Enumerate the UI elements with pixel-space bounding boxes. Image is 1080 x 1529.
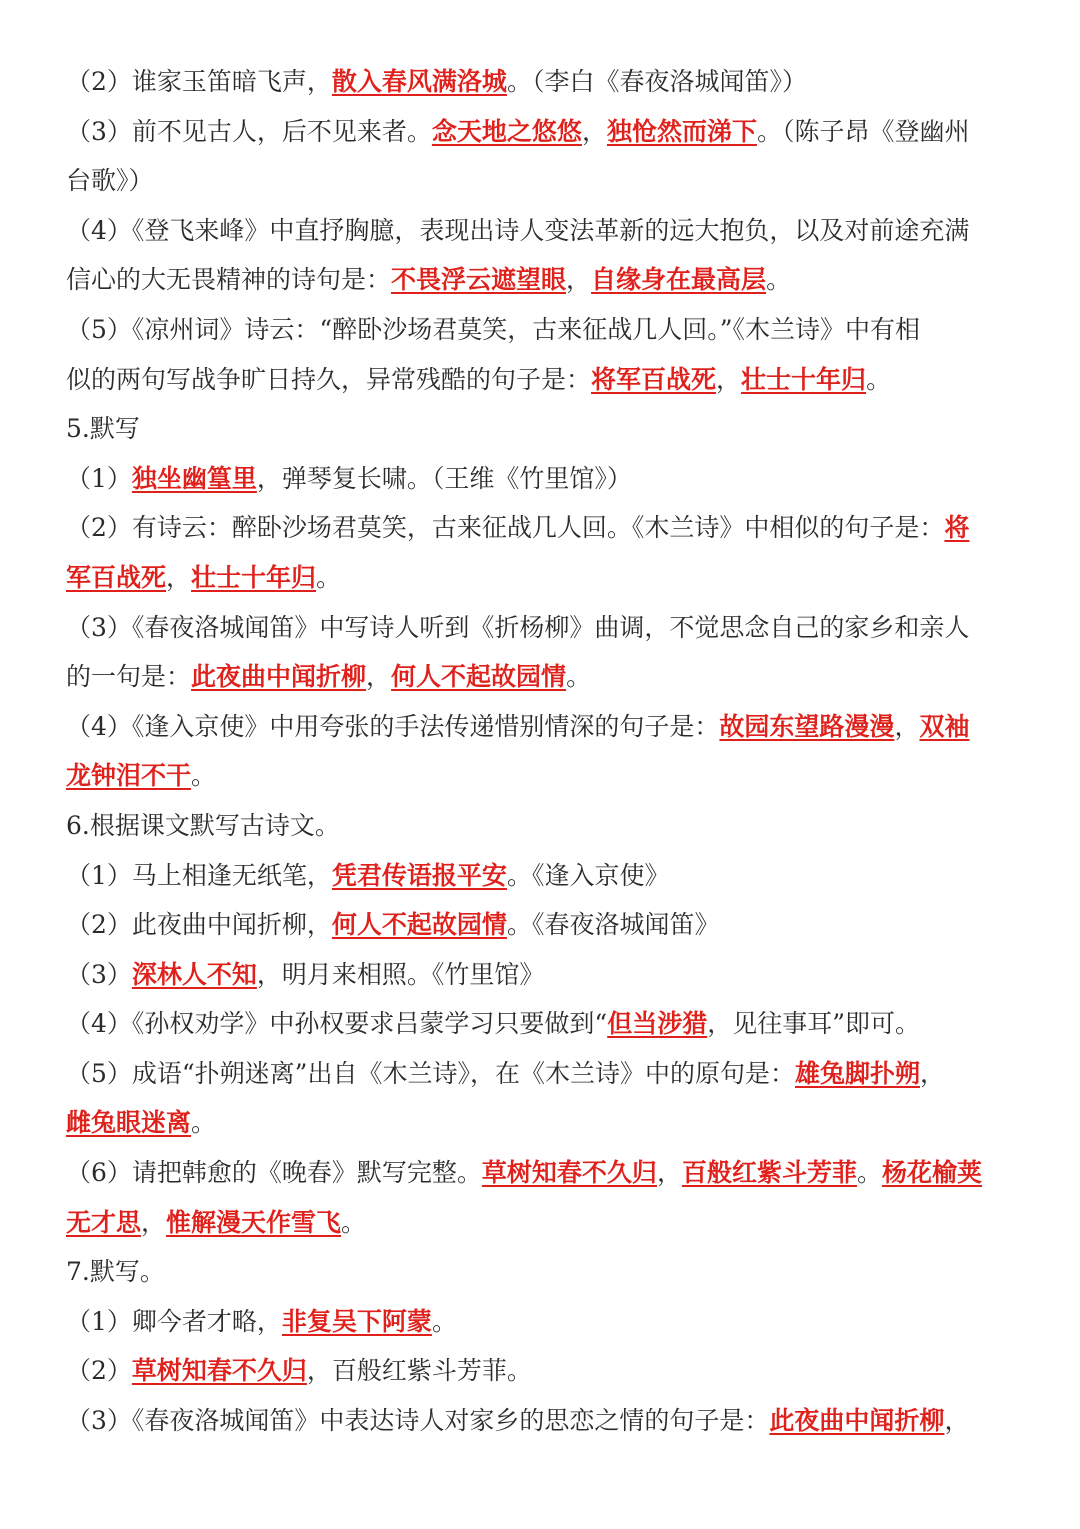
question-text: 。《春夜洛城闻笛》 bbox=[506, 910, 720, 940]
question-text: （1） bbox=[66, 463, 132, 493]
question-text: （3）《春夜洛城闻笛》中表达诗人对家乡的思恋之情的句子是： bbox=[66, 1406, 770, 1436]
text-line bbox=[66, 156, 1010, 206]
answer-text: 此夜曲中闻折柳 bbox=[191, 662, 367, 692]
text-line bbox=[66, 1049, 1010, 1099]
text-line bbox=[66, 553, 1010, 603]
text-line bbox=[66, 652, 1010, 702]
question-text: ， bbox=[366, 662, 392, 692]
question-text: 5.默写 bbox=[66, 414, 140, 444]
answer-text: 独坐幽篁里 bbox=[131, 463, 257, 493]
answer-text: 此夜曲中闻折柳 bbox=[769, 1406, 945, 1436]
answer-text: 军百战死 bbox=[66, 562, 167, 592]
question-text: （1）卿今者才略， bbox=[66, 1306, 282, 1336]
document-body bbox=[66, 57, 1010, 1446]
question-text: （2） bbox=[66, 1356, 132, 1386]
question-text: （3） bbox=[66, 959, 132, 989]
question-text: 似的两句写战争旷日持久，异常残酷的句子是： bbox=[66, 364, 592, 394]
question-text: 7.默写。 bbox=[66, 1257, 165, 1287]
question-text: ， bbox=[141, 1207, 167, 1237]
answer-text: 将 bbox=[944, 513, 970, 543]
text-line bbox=[66, 1247, 1010, 1297]
answer-text: 凭君传语报平安 bbox=[331, 860, 507, 890]
answer-text: 何人不起故园情 bbox=[391, 662, 567, 692]
answer-text: 散入春风满洛城 bbox=[331, 67, 507, 96]
question-text: ， bbox=[716, 364, 742, 394]
question-text: （2）此夜曲中闻折柳， bbox=[66, 910, 332, 940]
question-text: 。（李白《春夜洛城闻笛》） bbox=[506, 67, 807, 96]
question-text: 。 bbox=[191, 761, 217, 791]
text-line bbox=[66, 305, 1010, 355]
text-line bbox=[66, 950, 1010, 1000]
question-text: （2）有诗云：醉卧沙场君莫笑，古来征战几人回。《木兰诗》中相似的句子是： bbox=[66, 513, 945, 543]
text-line bbox=[66, 1396, 1010, 1446]
question-text: 。 bbox=[566, 662, 592, 692]
answer-text: 百般红紫斗芳菲 bbox=[681, 1158, 857, 1188]
question-text: （3）前不见古人，后不见来者。 bbox=[66, 116, 432, 146]
answer-text: 但当涉猎 bbox=[607, 1009, 708, 1039]
question-text: ， bbox=[566, 265, 592, 295]
answer-text: 无才思 bbox=[66, 1207, 142, 1237]
question-text: （4）《逢入京使》中用夸张的手法传递惜别情深的句子是： bbox=[66, 711, 720, 741]
text-line bbox=[66, 1346, 1010, 1396]
question-text: 。 bbox=[341, 1207, 367, 1237]
question-text: （4）《登飞来峰》中直抒胸臆，表现出诗人变法革新的远大抱负，以及对前途充满 bbox=[66, 215, 970, 245]
question-text: ， bbox=[944, 1406, 970, 1436]
text-line bbox=[66, 1148, 1010, 1198]
text-line bbox=[66, 801, 1010, 851]
question-text: （5）成语“扑朔迷离”出自《木兰诗》，在《木兰诗》中的原句是： bbox=[66, 1058, 795, 1088]
question-text: （1）马上相逢无纸笔， bbox=[66, 860, 332, 890]
question-text: ，见往事耳”即可。 bbox=[707, 1009, 921, 1039]
text-line bbox=[66, 57, 1010, 107]
question-text: ，百般红紫斗芳菲。 bbox=[306, 1356, 532, 1386]
text-line bbox=[66, 1297, 1010, 1347]
question-text: ，弹琴复长啸。（王维《竹里馆》） bbox=[256, 463, 632, 493]
question-text: 。 bbox=[431, 1306, 457, 1336]
answer-text: 将军百战死 bbox=[591, 364, 717, 394]
question-text: （3）《春夜洛城闻笛》中写诗人听到《折杨柳》曲调，不觉思念自己的家乡和亲人 bbox=[66, 612, 970, 642]
question-text: （2）谁家玉笛暗飞声， bbox=[66, 67, 332, 96]
question-text: （4）《孙权劝学》中孙权要求吕蒙学习只要做到“ bbox=[66, 1009, 608, 1039]
answer-text: 深林人不知 bbox=[131, 959, 257, 989]
text-line bbox=[66, 503, 1010, 553]
question-text: 信心的大无畏精神的诗句是： bbox=[66, 265, 392, 295]
question-text: （5）《凉州词》诗云：“醉卧沙场君莫笑，古来征战几人回。”《木兰诗》中有相 bbox=[66, 314, 920, 344]
question-text: ， bbox=[581, 116, 607, 146]
question-text: ，明月来相照。《竹里馆》 bbox=[256, 959, 545, 989]
answer-text: 惟解漫天作雪飞 bbox=[166, 1207, 342, 1237]
answer-text: 双袖 bbox=[919, 711, 970, 741]
answer-text: 壮士十年归 bbox=[191, 562, 317, 592]
answer-text: 自缘身在最高层 bbox=[591, 265, 767, 295]
text-line bbox=[66, 1198, 1010, 1248]
question-text: ， bbox=[656, 1158, 682, 1188]
question-text: 。 bbox=[866, 364, 892, 394]
answer-text: 草树知春不久归 bbox=[481, 1158, 657, 1188]
answer-text: 何人不起故园情 bbox=[331, 910, 507, 940]
answer-text: 独怆然而涕下 bbox=[606, 116, 757, 146]
question-text: ， bbox=[166, 562, 192, 592]
text-line bbox=[66, 702, 1010, 752]
text-line bbox=[66, 454, 1010, 504]
text-line bbox=[66, 900, 1010, 950]
answer-text: 雄兔脚扑朔 bbox=[794, 1058, 920, 1088]
question-text: 。 bbox=[766, 265, 792, 295]
answer-text: 故园东望路漫漫 bbox=[719, 711, 895, 741]
answer-text: 壮士十年归 bbox=[741, 364, 867, 394]
answer-text: 不畏浮云遮望眼 bbox=[391, 265, 567, 295]
answer-text: 草树知春不久归 bbox=[131, 1356, 307, 1386]
question-text: 。 bbox=[191, 1108, 217, 1138]
answer-text: 雌兔眼迷离 bbox=[66, 1108, 192, 1138]
answer-text: 非复吴下阿蒙 bbox=[281, 1306, 432, 1336]
text-line bbox=[66, 999, 1010, 1049]
answer-text: 念天地之悠悠 bbox=[431, 116, 582, 146]
text-line bbox=[66, 255, 1010, 305]
question-text: 。《逢入京使》 bbox=[506, 860, 670, 890]
text-line bbox=[66, 404, 1010, 454]
text-line bbox=[66, 206, 1010, 256]
text-line bbox=[66, 851, 1010, 901]
question-text: 。 bbox=[856, 1158, 882, 1188]
text-line bbox=[66, 107, 1010, 157]
question-text: （6）请把韩愈的《晚春》默写完整。 bbox=[66, 1158, 482, 1188]
answer-text: 龙钟泪不干 bbox=[66, 761, 192, 791]
question-text: ， bbox=[894, 711, 920, 741]
question-text: 6.根据课文默写古诗文。 bbox=[66, 810, 340, 840]
question-text: 。（陈子昂《登幽州 bbox=[756, 116, 970, 146]
answer-text: 杨花榆荚 bbox=[881, 1158, 982, 1188]
question-text: 台歌》） bbox=[66, 166, 154, 196]
text-line bbox=[66, 751, 1010, 801]
question-text: 。 bbox=[316, 562, 342, 592]
question-text: 的一句是： bbox=[66, 662, 192, 692]
text-line bbox=[66, 355, 1010, 405]
question-text: ， bbox=[920, 1058, 946, 1088]
text-line bbox=[66, 603, 1010, 653]
text-line bbox=[66, 1098, 1010, 1148]
